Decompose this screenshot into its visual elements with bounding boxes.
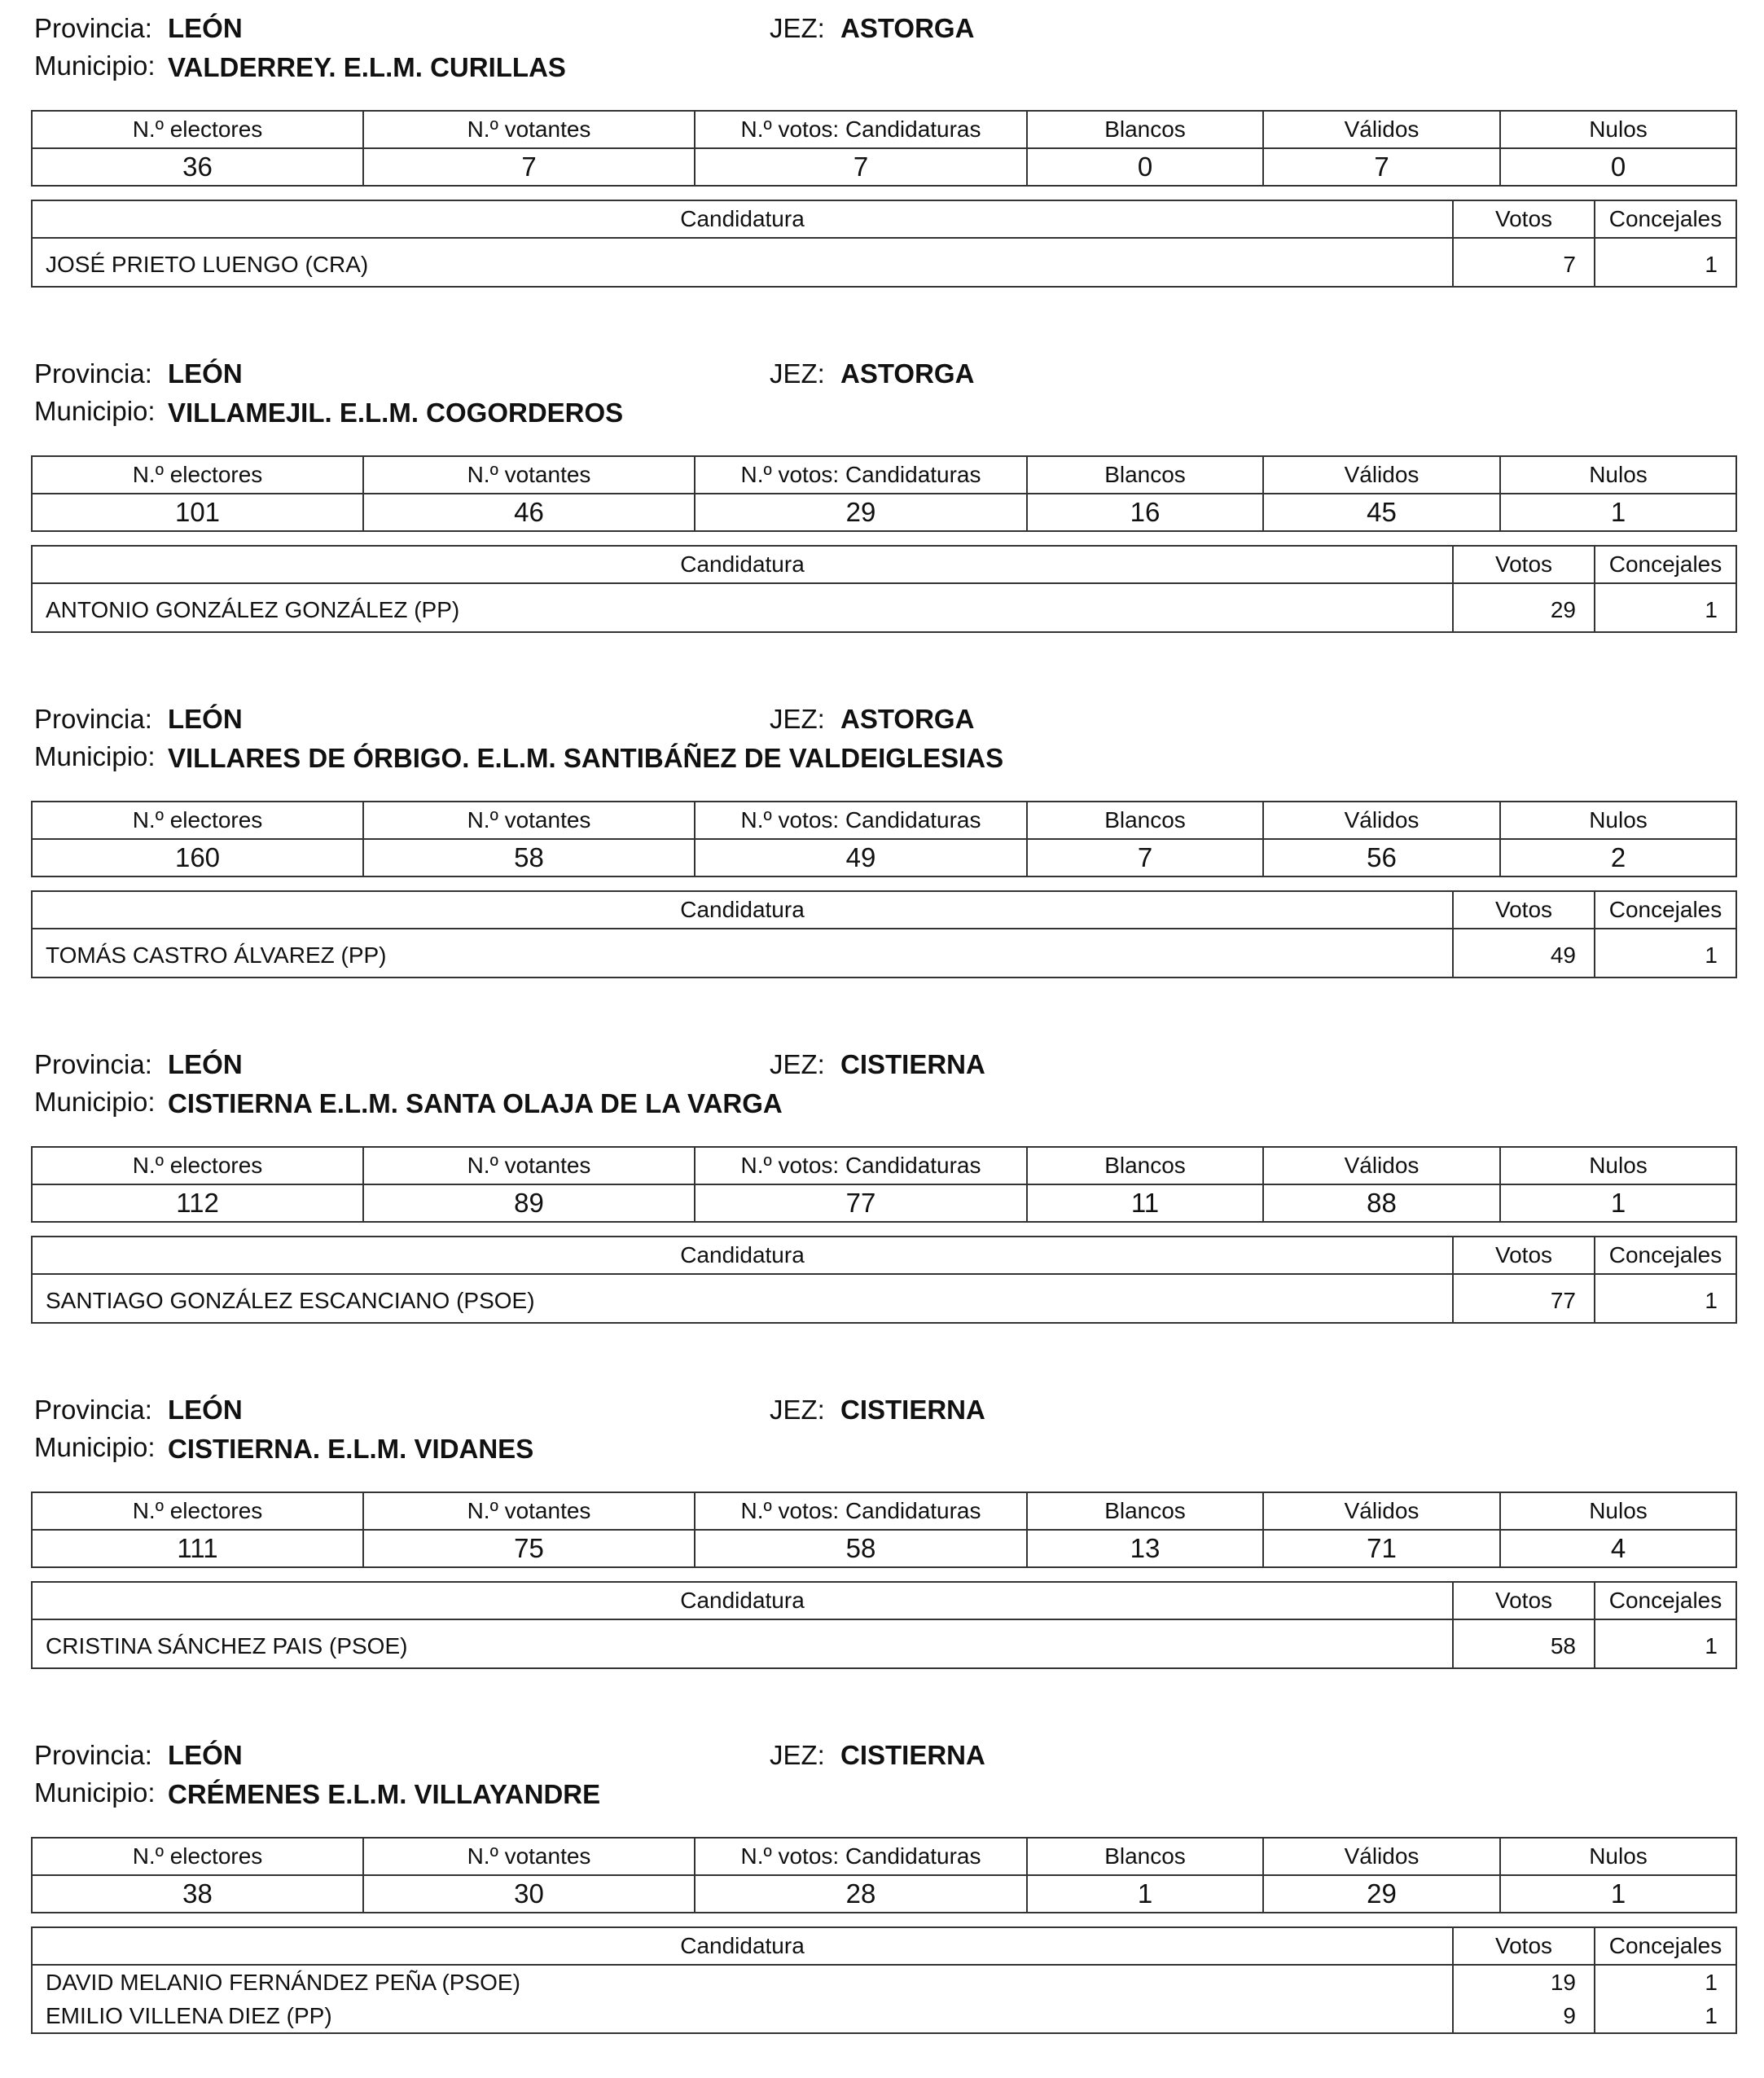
candidate-name: ANTONIO GONZÁLEZ GONZÁLEZ (PP) <box>32 583 1453 632</box>
candidate-votos: 19 <box>1453 1965 1595 1999</box>
votos-candidaturas-value: 7 <box>695 148 1027 186</box>
municipio-value: VALDERREY. E.L.M. CURILLAS <box>168 52 566 82</box>
concejales-header: Concejales <box>1595 200 1736 238</box>
blancos-value: 1 <box>1027 1875 1263 1913</box>
electores-header: N.º electores <box>32 1147 363 1184</box>
validos-value: 7 <box>1263 148 1500 186</box>
votantes-value: 75 <box>363 1530 695 1567</box>
votos-candidaturas-value: 49 <box>695 839 1027 876</box>
candidate-concejales: 1 <box>1595 1965 1736 1999</box>
concejales-header: Concejales <box>1595 546 1736 583</box>
blancos-header: Blancos <box>1027 111 1263 148</box>
candidate-name: TOMÁS CASTRO ÁLVAREZ (PP) <box>32 929 1453 977</box>
votantes-value: 89 <box>363 1184 695 1222</box>
jez-label: JEZ: <box>770 13 825 43</box>
votantes-header: N.º votantes <box>363 111 695 148</box>
electores-value: 112 <box>32 1184 363 1222</box>
candidates-table <box>31 1236 1737 1324</box>
stats-table <box>31 110 1737 187</box>
candidates-table <box>31 545 1737 633</box>
nulos-value: 1 <box>1500 1875 1736 1913</box>
provincia-value: LEÓN <box>168 1049 243 1079</box>
municipio-value: CISTIERNA E.L.M. SANTA OLAJA DE LA VARGA <box>168 1088 783 1118</box>
blancos-header: Blancos <box>1027 456 1263 494</box>
candidatura-header: Candidatura <box>32 200 1453 238</box>
provincia-label: Provincia: <box>34 1395 152 1425</box>
jez-label: JEZ: <box>770 704 825 734</box>
municipality-block <box>0 691 1764 968</box>
municipality-block <box>0 1382 1764 1658</box>
municipio-label: Municipio: <box>34 51 156 81</box>
concejales-header: Concejales <box>1595 891 1736 929</box>
jez-label: JEZ: <box>770 1049 825 1079</box>
nulos-value: 1 <box>1500 494 1736 531</box>
municipality-block <box>0 1727 1764 2028</box>
electores-header: N.º electores <box>32 802 363 839</box>
candidatura-header: Candidatura <box>32 1582 1453 1619</box>
validos-value: 45 <box>1263 494 1500 531</box>
municipio-label: Municipio: <box>34 1777 156 1808</box>
candidate-concejales: 1 <box>1595 1999 1736 2033</box>
stats-table <box>31 455 1737 532</box>
blancos-value: 13 <box>1027 1530 1263 1567</box>
stats-table <box>31 1837 1737 1913</box>
votos-candidaturas-header: N.º votos: Candidaturas <box>695 802 1027 839</box>
provincia-label: Provincia: <box>34 13 152 43</box>
candidate-row <box>32 583 1736 632</box>
municipio-label: Municipio: <box>34 396 156 426</box>
provincia-value: LEÓN <box>168 1740 243 1770</box>
votos-header: Votos <box>1453 1582 1595 1619</box>
candidate-row <box>32 1999 1736 2033</box>
nulos-value: 4 <box>1500 1530 1736 1567</box>
candidates-table <box>31 890 1737 978</box>
jez-label: JEZ: <box>770 358 825 389</box>
blancos-value: 16 <box>1027 494 1263 531</box>
votos-header: Votos <box>1453 1927 1595 1965</box>
candidates-table <box>31 1926 1737 2034</box>
votos-candidaturas-header: N.º votos: Candidaturas <box>695 1147 1027 1184</box>
candidate-votos: 58 <box>1453 1619 1595 1668</box>
candidate-row <box>32 1965 1736 1999</box>
votos-candidaturas-value: 29 <box>695 494 1027 531</box>
candidate-concejales: 1 <box>1595 1619 1736 1668</box>
votos-candidaturas-header: N.º votos: Candidaturas <box>695 111 1027 148</box>
candidate-row <box>32 929 1736 977</box>
municipio-value: VILLAMEJIL. E.L.M. COGORDEROS <box>168 398 624 428</box>
provincia-label: Provincia: <box>34 358 152 389</box>
provincia-value: LEÓN <box>168 13 243 43</box>
electores-header: N.º electores <box>32 1838 363 1875</box>
votos-candidaturas-value: 28 <box>695 1875 1027 1913</box>
votantes-value: 7 <box>363 148 695 186</box>
votantes-header: N.º votantes <box>363 1492 695 1530</box>
municipio-label: Municipio: <box>34 741 156 771</box>
votos-candidaturas-header: N.º votos: Candidaturas <box>695 456 1027 494</box>
candidatura-header: Candidatura <box>32 1927 1453 1965</box>
electores-value: 36 <box>32 148 363 186</box>
jez-label: JEZ: <box>770 1395 825 1425</box>
validos-header: Válidos <box>1263 1838 1500 1875</box>
candidate-concejales: 1 <box>1595 929 1736 977</box>
candidate-name: SANTIAGO GONZÁLEZ ESCANCIANO (PSOE) <box>32 1274 1453 1323</box>
nulos-header: Nulos <box>1500 1147 1736 1184</box>
provincia-label: Provincia: <box>34 704 152 734</box>
provincia-label: Provincia: <box>34 1740 152 1770</box>
nulos-header: Nulos <box>1500 1838 1736 1875</box>
validos-header: Válidos <box>1263 1492 1500 1530</box>
validos-header: Válidos <box>1263 1147 1500 1184</box>
electores-header: N.º electores <box>32 111 363 148</box>
votos-header: Votos <box>1453 1237 1595 1274</box>
stats-table <box>31 1492 1737 1568</box>
votos-header: Votos <box>1453 546 1595 583</box>
votos-candidaturas-value: 58 <box>695 1530 1027 1567</box>
candidate-votos: 77 <box>1453 1274 1595 1323</box>
votantes-header: N.º votantes <box>363 1838 695 1875</box>
concejales-header: Concejales <box>1595 1582 1736 1619</box>
provincia-value: LEÓN <box>168 704 243 734</box>
provincia-value: LEÓN <box>168 358 243 389</box>
votantes-value: 30 <box>363 1875 695 1913</box>
validos-value: 29 <box>1263 1875 1500 1913</box>
jez-value: CISTIERNA <box>840 1395 985 1425</box>
blancos-header: Blancos <box>1027 1147 1263 1184</box>
municipality-block <box>0 1036 1764 1313</box>
municipality-block <box>0 345 1764 622</box>
votantes-header: N.º votantes <box>363 456 695 494</box>
electores-value: 160 <box>32 839 363 876</box>
candidate-name: DAVID MELANIO FERNÁNDEZ PEÑA (PSOE) <box>32 1965 1453 1999</box>
jez-label: JEZ: <box>770 1740 825 1770</box>
validos-value: 88 <box>1263 1184 1500 1222</box>
municipality-block <box>0 0 1764 277</box>
candidates-table <box>31 1581 1737 1669</box>
validos-header: Válidos <box>1263 111 1500 148</box>
blancos-header: Blancos <box>1027 1838 1263 1875</box>
validos-value: 56 <box>1263 839 1500 876</box>
candidate-votos: 9 <box>1453 1999 1595 2033</box>
nulos-header: Nulos <box>1500 1492 1736 1530</box>
nulos-value: 0 <box>1500 148 1736 186</box>
stats-table <box>31 801 1737 877</box>
candidatura-header: Candidatura <box>32 1237 1453 1274</box>
votos-header: Votos <box>1453 891 1595 929</box>
jez-value: ASTORGA <box>840 704 975 734</box>
candidate-row <box>32 1619 1736 1668</box>
votantes-value: 46 <box>363 494 695 531</box>
municipio-value: VILLARES DE ÓRBIGO. E.L.M. SANTIBÁÑEZ DE VALDEIGLESIAS <box>168 743 1004 773</box>
votos-candidaturas-header: N.º votos: Candidaturas <box>695 1838 1027 1875</box>
candidate-name: EMILIO VILLENA DIEZ (PP) <box>32 1999 1453 2033</box>
candidate-concejales: 1 <box>1595 238 1736 287</box>
nulos-header: Nulos <box>1500 456 1736 494</box>
concejales-header: Concejales <box>1595 1927 1736 1965</box>
blancos-value: 0 <box>1027 148 1263 186</box>
concejales-header: Concejales <box>1595 1237 1736 1274</box>
electores-value: 111 <box>32 1530 363 1567</box>
candidate-row <box>32 238 1736 287</box>
jez-value: ASTORGA <box>840 358 975 389</box>
candidate-name: CRISTINA SÁNCHEZ PAIS (PSOE) <box>32 1619 1453 1668</box>
candidate-votos: 29 <box>1453 583 1595 632</box>
candidate-votos: 49 <box>1453 929 1595 977</box>
votantes-value: 58 <box>363 839 695 876</box>
nulos-header: Nulos <box>1500 111 1736 148</box>
blancos-value: 11 <box>1027 1184 1263 1222</box>
votos-header: Votos <box>1453 200 1595 238</box>
candidatura-header: Candidatura <box>32 546 1453 583</box>
electores-value: 38 <box>32 1875 363 1913</box>
votantes-header: N.º votantes <box>363 802 695 839</box>
candidate-concejales: 1 <box>1595 583 1736 632</box>
jez-value: CISTIERNA <box>840 1740 985 1770</box>
nulos-header: Nulos <box>1500 802 1736 839</box>
candidate-name: JOSÉ PRIETO LUENGO (CRA) <box>32 238 1453 287</box>
candidates-table <box>31 200 1737 288</box>
validos-value: 71 <box>1263 1530 1500 1567</box>
blancos-header: Blancos <box>1027 1492 1263 1530</box>
blancos-value: 7 <box>1027 839 1263 876</box>
nulos-value: 1 <box>1500 1184 1736 1222</box>
municipio-label: Municipio: <box>34 1432 156 1462</box>
municipio-label: Municipio: <box>34 1087 156 1117</box>
candidate-concejales: 1 <box>1595 1274 1736 1323</box>
municipio-value: CRÉMENES E.L.M. VILLAYANDRE <box>168 1779 601 1809</box>
validos-header: Válidos <box>1263 456 1500 494</box>
votantes-header: N.º votantes <box>363 1147 695 1184</box>
votos-candidaturas-header: N.º votos: Candidaturas <box>695 1492 1027 1530</box>
electores-value: 101 <box>32 494 363 531</box>
votos-candidaturas-value: 77 <box>695 1184 1027 1222</box>
jez-value: ASTORGA <box>840 13 975 43</box>
candidate-votos: 7 <box>1453 238 1595 287</box>
stats-table <box>31 1146 1737 1223</box>
nulos-value: 2 <box>1500 839 1736 876</box>
electores-header: N.º electores <box>32 456 363 494</box>
electores-header: N.º electores <box>32 1492 363 1530</box>
provincia-label: Provincia: <box>34 1049 152 1079</box>
blancos-header: Blancos <box>1027 802 1263 839</box>
validos-header: Válidos <box>1263 802 1500 839</box>
jez-value: CISTIERNA <box>840 1049 985 1079</box>
municipio-value: CISTIERNA. E.L.M. VIDANES <box>168 1434 534 1464</box>
candidate-row <box>32 1274 1736 1323</box>
candidatura-header: Candidatura <box>32 891 1453 929</box>
provincia-value: LEÓN <box>168 1395 243 1425</box>
